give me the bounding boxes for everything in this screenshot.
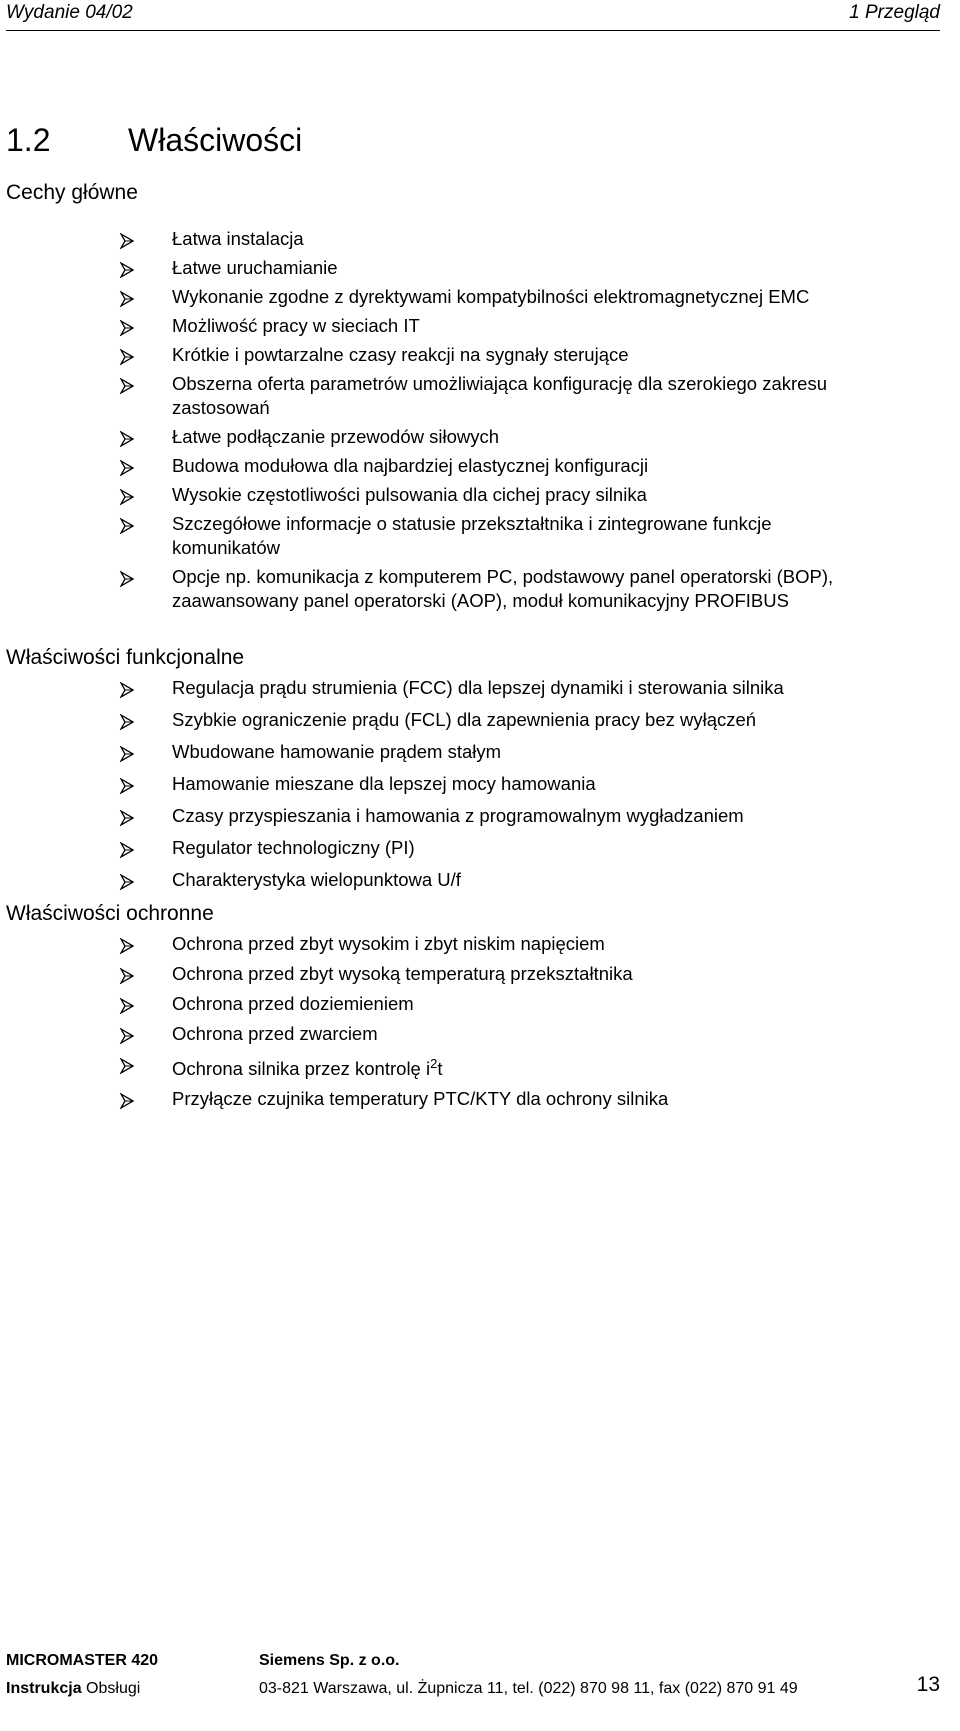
- arrowhead-bullet-icon: [119, 289, 135, 305]
- list-item: [0, 740, 942, 764]
- list-item-text: Przyłącze czujnika temperatury PTC/KTY dla ochrony silnika: [172, 1088, 669, 1110]
- chapter-label: 1 Przegląd: [849, 2, 940, 23]
- footer-row-2: [6, 1673, 940, 1706]
- arrowhead-bullet-icon: [119, 231, 135, 247]
- list-item-text: Łatwa instalacja: [172, 228, 304, 249]
- list-item-text: Wysokie częstotliwości pulsowania dla cichej pracy silnika: [172, 484, 647, 505]
- arrowhead-bullet-icon: [119, 347, 135, 363]
- arrowhead-bullet-icon: [119, 1056, 135, 1072]
- list-item-text: Ochrona przed zbyt wysoką temperaturą przekształtnika: [172, 963, 633, 984]
- arrowhead-bullet-icon: [119, 318, 135, 334]
- list-item-text: Opcje np. komunikacja z komputerem PC, podstawowy panel operatorski (BOP), zaawansowany panel operatorski (AOP), moduł komunikacyjny PROFIBUS: [172, 566, 834, 611]
- list-item-text: Szybkie ograniczenie prądu (FCL) dla zapewnienia pracy bez wyłączeń: [172, 709, 757, 730]
- list-item-text: Łatwe uruchamianie: [172, 257, 338, 278]
- list-item-text: Regulacja prądu strumienia (FCC) dla lepszej dynamiki i sterowania silnika: [172, 677, 784, 698]
- list-item-text: Charakterystyka wielopunktowa U/f: [172, 869, 461, 890]
- arrowhead-bullet-icon: [119, 516, 135, 532]
- list-item-text: Regulator technologiczny (PI): [172, 837, 415, 858]
- list-item: [0, 256, 942, 280]
- company-address: 03-821 Warszawa, ul. Żupnicza 11, tel. (022) 870 98 11, fax (022) 870 91 49: [259, 1680, 798, 1697]
- list-item: [0, 1052, 942, 1081]
- arrowhead-bullet-icon: [119, 966, 135, 982]
- arrowhead-bullet-icon: [119, 712, 135, 728]
- list-item: [0, 868, 942, 892]
- arrowhead-bullet-icon: [119, 680, 135, 696]
- list-item-text: Krótkie i powtarzalne czasy reakcji na sygnały sterujące: [172, 344, 629, 365]
- list-item-text: Szczegółowe informacje o statusie przekształtnika i zintegrowane funkcje komunikatów: [172, 513, 772, 558]
- list-item: [0, 962, 942, 986]
- section-number: 1.2: [6, 122, 51, 158]
- section-title: [6, 122, 302, 158]
- list-item: [0, 772, 942, 796]
- group-heading-protective: Właściwości ochronne: [6, 902, 214, 925]
- arrowhead-bullet-icon: [119, 744, 135, 760]
- list-item: [0, 285, 942, 309]
- list-item: [0, 343, 942, 367]
- list-item-text: Budowa modułowa dla najbardziej elastycznej konfiguracji: [172, 455, 649, 476]
- list-item-text: Ochrona silnika przez kontrolę i: [172, 1058, 431, 1080]
- footer-row-1: [6, 1650, 940, 1678]
- list-item: [0, 836, 942, 860]
- list-item: [0, 483, 942, 507]
- arrowhead-bullet-icon: [119, 260, 135, 276]
- arrowhead-bullet-icon: [119, 429, 135, 445]
- list-item: [0, 227, 942, 251]
- arrowhead-bullet-icon: [119, 376, 135, 392]
- page-header: [6, 0, 940, 31]
- list-item: [0, 804, 942, 828]
- list-item-text: Ochrona przed zwarciem: [172, 1023, 378, 1044]
- list-item-text: Hamowanie mieszane dla lepszej mocy hamowania: [172, 773, 596, 794]
- arrowhead-bullet-icon: [119, 1026, 135, 1042]
- list-item: [0, 676, 942, 700]
- list-item-text: Ochrona przed doziemieniem: [172, 993, 414, 1014]
- page-footer: [6, 1650, 940, 1706]
- list-item: [0, 708, 942, 732]
- page-number: 13: [916, 1673, 940, 1696]
- functional-list: [0, 676, 960, 892]
- list-item: [0, 932, 942, 956]
- company-name: Siemens Sp. z o.o.: [259, 1652, 400, 1669]
- arrowhead-bullet-icon: [119, 487, 135, 503]
- edition-label: Wydanie 04/02: [6, 2, 133, 23]
- list-item: [0, 565, 872, 613]
- arrowhead-bullet-icon: [119, 1091, 135, 1107]
- list-item: [0, 372, 872, 420]
- arrowhead-bullet-icon: [119, 569, 135, 585]
- arrowhead-bullet-icon: [119, 808, 135, 824]
- list-item: [0, 512, 872, 560]
- list-item-text: Obszerna oferta parametrów umożliwiająca konfigurację dla szerokiego zakresu zastosowań: [172, 373, 828, 418]
- list-item-text-tail: t: [437, 1058, 443, 1080]
- arrowhead-bullet-icon: [119, 872, 135, 888]
- arrowhead-bullet-icon: [119, 776, 135, 792]
- arrowhead-bullet-icon: [119, 996, 135, 1012]
- list-item: [0, 1022, 942, 1046]
- list-item-text: Ochrona przed zbyt wysokim i zbyt niskim napięciem: [172, 933, 605, 954]
- arrowhead-bullet-icon: [119, 936, 135, 952]
- section-title-text: Właściwości: [128, 122, 303, 158]
- document-type-bold: Instrukcja: [6, 1680, 82, 1697]
- main-features-list: [0, 227, 960, 613]
- list-item: [0, 425, 942, 449]
- list-item: [0, 992, 942, 1016]
- list-item: [0, 454, 942, 478]
- list-item-text: Łatwe podłączanie przewodów siłowych: [172, 426, 500, 447]
- list-item-text: Wykonanie zgodne z dyrektywami kompatybilności elektromagnetycznej EMC: [172, 286, 810, 307]
- list-item: [0, 1087, 942, 1111]
- arrowhead-bullet-icon: [119, 840, 135, 856]
- group-heading-functional: Właściwości funkcjonalne: [6, 646, 245, 669]
- document-type: [6, 1678, 140, 1700]
- superscript-two: 2: [430, 1056, 438, 1071]
- arrowhead-bullet-icon: [119, 458, 135, 474]
- group-heading-main-features: Cechy główne: [6, 181, 138, 204]
- list-item-text: Wbudowane hamowanie prądem stałym: [172, 741, 502, 762]
- protective-list: [0, 932, 960, 1111]
- product-name: MICROMASTER 420: [6, 1652, 159, 1669]
- document-type-rest: Obsługi: [81, 1680, 141, 1697]
- list-item-text: Możliwość pracy w sieciach IT: [172, 315, 420, 336]
- list-item: [0, 314, 942, 338]
- list-item-text: Czasy przyspieszania i hamowania z programowalnym wygładzaniem: [172, 805, 744, 826]
